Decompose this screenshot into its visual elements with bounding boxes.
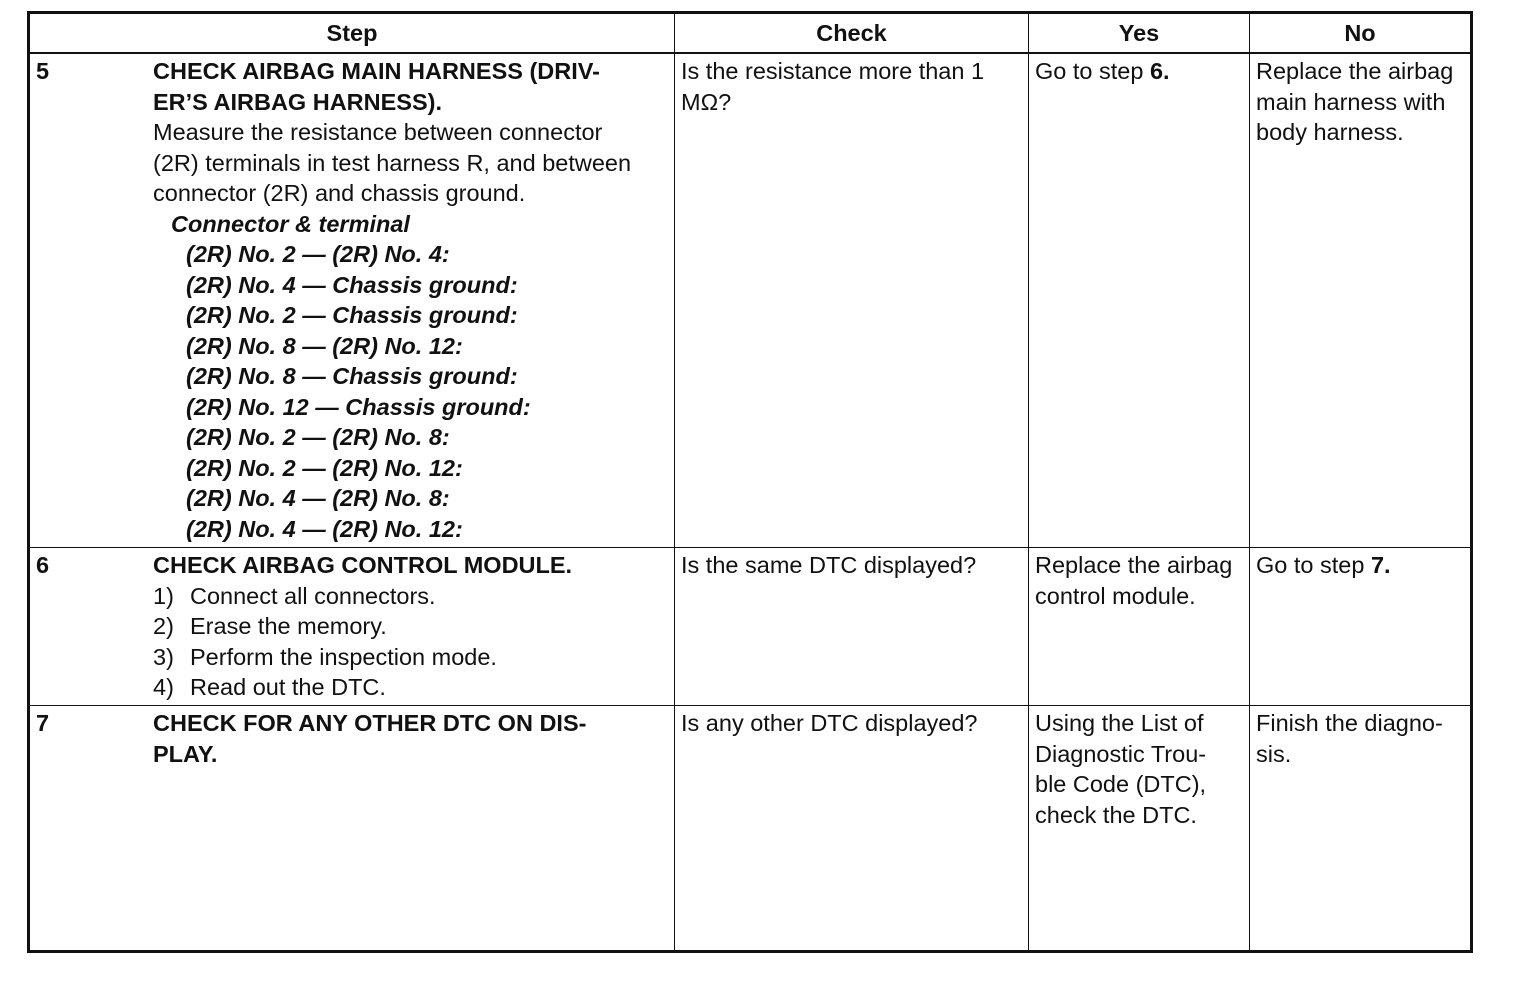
step-text-line: connector (2R) and chassis ground. bbox=[153, 180, 526, 206]
yes-line: check the DTC. bbox=[1035, 801, 1197, 828]
table-row-step-5 bbox=[29, 53, 1472, 548]
no-line: main harness with bbox=[1256, 88, 1446, 115]
step-body bbox=[30, 54, 674, 544]
header-row bbox=[29, 13, 1472, 54]
yes-goto bbox=[1029, 54, 1249, 87]
yes-line: control module. bbox=[1035, 582, 1196, 609]
yes-line: Replace the airbag bbox=[1035, 552, 1233, 578]
procedure-text: Connect all connectors. bbox=[190, 582, 436, 609]
step-cell bbox=[29, 53, 675, 548]
goto-label: Go to step bbox=[1256, 552, 1371, 578]
header-check: Check bbox=[675, 13, 1029, 54]
connector-title: Connector & terminal bbox=[171, 210, 410, 237]
connector-item: (2R) No. 2 — (2R) No. 12: bbox=[186, 454, 463, 481]
table-row-step-6 bbox=[29, 548, 1472, 706]
connector-item: (2R) No. 2 — Chassis ground: bbox=[186, 302, 518, 328]
step-text-line: (2R) terminals in test harness R, and between bbox=[153, 149, 632, 176]
check-cell bbox=[675, 548, 1029, 706]
check-cell bbox=[675, 706, 1029, 952]
check-cell bbox=[675, 53, 1029, 548]
connector-item: (2R) No. 8 — (2R) No. 12: bbox=[186, 332, 463, 359]
procedure-item bbox=[153, 611, 668, 642]
yes-cell bbox=[1029, 548, 1250, 706]
yes-cell bbox=[1029, 53, 1250, 548]
header-yes: Yes bbox=[1029, 13, 1250, 54]
step-cell bbox=[29, 548, 675, 706]
step-title-line: PLAY. bbox=[153, 740, 218, 767]
connector-item: (2R) No. 4 — Chassis ground: bbox=[186, 271, 518, 298]
header-no: No bbox=[1250, 13, 1472, 54]
check-line: Is any other DTC displayed? bbox=[681, 710, 978, 736]
step-title-line: CHECK AIRBAG CONTROL MODULE. bbox=[153, 552, 573, 578]
procedure-number: 3) bbox=[153, 643, 174, 670]
step-number: 6 bbox=[36, 552, 50, 578]
step-number: 5 bbox=[36, 58, 50, 84]
procedure-item bbox=[153, 642, 668, 673]
no-line: sis. bbox=[1256, 740, 1292, 767]
connector-item: (2R) No. 2 — (2R) No. 8: bbox=[186, 424, 450, 450]
connector-item: (2R) No. 4 — (2R) No. 12: bbox=[186, 515, 463, 542]
step-cell bbox=[29, 706, 675, 952]
step-number: 7 bbox=[36, 710, 50, 736]
step-title-line: CHECK FOR ANY OTHER DTC ON DIS- bbox=[153, 710, 587, 736]
step-text-line: Measure the resistance between connector bbox=[153, 119, 603, 145]
goto-step-number: 6. bbox=[1149, 58, 1170, 84]
check-line: MΩ? bbox=[681, 88, 732, 115]
step-title-line: ER’S AIRBAG HARNESS). bbox=[153, 88, 442, 115]
connector-item: (2R) No. 12 — Chassis ground: bbox=[186, 393, 531, 420]
yes-cell bbox=[1029, 706, 1250, 952]
procedure-text: Perform the inspection mode. bbox=[190, 643, 497, 670]
goto-label: Go to step bbox=[1035, 58, 1150, 84]
connector-item: (2R) No. 8 — Chassis ground: bbox=[186, 363, 518, 389]
yes-line: ble Code (DTC), bbox=[1035, 771, 1207, 797]
check-line: Is the resistance more than 1 bbox=[681, 58, 985, 84]
procedure-text: Read out the DTC. bbox=[190, 674, 386, 700]
no-cell bbox=[1250, 548, 1472, 706]
no-goto bbox=[1250, 548, 1470, 581]
no-line: Finish the diagno- bbox=[1256, 710, 1443, 736]
no-cell bbox=[1250, 706, 1472, 952]
step-body bbox=[30, 548, 674, 703]
diagnostic-table bbox=[27, 11, 1473, 953]
yes-line: Diagnostic Trou- bbox=[1035, 740, 1207, 767]
procedure-number: 2) bbox=[153, 613, 174, 639]
no-cell bbox=[1250, 53, 1472, 548]
procedure-number: 1) bbox=[153, 582, 174, 609]
table-row-step-7 bbox=[29, 706, 1472, 952]
step-title-line: CHECK AIRBAG MAIN HARNESS (DRIV- bbox=[153, 58, 600, 84]
connector-item: (2R) No. 4 — (2R) No. 8: bbox=[186, 485, 450, 511]
procedure-item bbox=[153, 672, 668, 703]
no-line: Replace the airbag bbox=[1256, 58, 1454, 84]
check-line: Is the same DTC displayed? bbox=[681, 552, 977, 578]
procedure-text: Erase the memory. bbox=[190, 613, 387, 639]
yes-line: Using the List of bbox=[1035, 710, 1204, 736]
connector-item: (2R) No. 2 — (2R) No. 4: bbox=[186, 241, 450, 267]
header-step: Step bbox=[29, 13, 675, 54]
procedure-number: 4) bbox=[153, 674, 174, 700]
procedure-item bbox=[153, 581, 668, 612]
goto-step-number: 7. bbox=[1370, 552, 1391, 578]
no-line: body harness. bbox=[1256, 119, 1404, 145]
step-body bbox=[30, 706, 674, 769]
